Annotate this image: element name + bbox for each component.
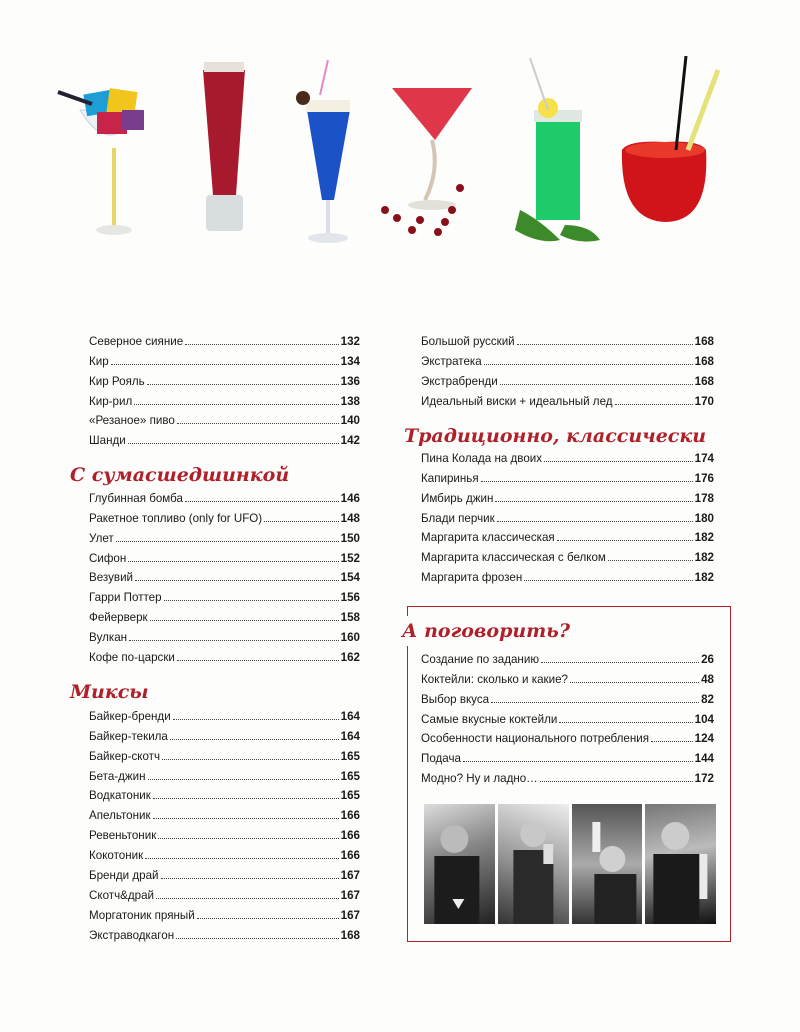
- entry-page: 160: [340, 631, 360, 645]
- entry-page: 176: [694, 471, 714, 485]
- entry-page: 168: [694, 334, 714, 348]
- entry-title: Везувий: [89, 571, 134, 585]
- entry-title: Шанди: [89, 434, 126, 448]
- dot-leader: [484, 364, 693, 365]
- dot-leader: [145, 858, 338, 859]
- dot-leader: [495, 501, 692, 502]
- toc-entry[interactable]: [421, 667, 714, 687]
- entry-page: 166: [340, 809, 360, 823]
- entry-page: 144: [694, 752, 714, 766]
- entry-title: Экстраводкагон: [89, 928, 175, 942]
- entry-title: Большой русский: [421, 334, 515, 348]
- entry-page: 148: [340, 511, 360, 525]
- dot-leader: [615, 404, 693, 405]
- entry-page: 48: [701, 672, 714, 686]
- toc-entry[interactable]: [89, 724, 360, 744]
- entry-title: Самые вкусные коктейли: [421, 712, 558, 726]
- toc-entry[interactable]: [421, 349, 714, 369]
- dot-leader: [162, 759, 339, 760]
- dot-leader: [517, 344, 693, 345]
- toc-entry[interactable]: [421, 647, 714, 667]
- dot-leader: [651, 741, 693, 742]
- toc-entry[interactable]: [421, 466, 714, 486]
- dot-leader: [559, 722, 692, 723]
- entry-title: Глубинная бомба: [89, 491, 183, 505]
- section-heading-classic: Традиционно, классически: [404, 425, 707, 447]
- entry-page: 168: [694, 374, 714, 388]
- toc-entry[interactable]: [89, 744, 360, 764]
- toc-entry[interactable]: [421, 766, 714, 786]
- dot-leader: [177, 660, 339, 661]
- entry-page: 165: [340, 789, 360, 803]
- bartender-photo: [572, 804, 643, 924]
- bartender-photo: [645, 804, 716, 924]
- dot-leader: [128, 561, 338, 562]
- section-heading-crazy: С сумасшедшинкой: [70, 464, 290, 486]
- toc-right-section2-list: [421, 647, 714, 786]
- dot-leader: [170, 739, 339, 740]
- entry-page: 167: [340, 869, 360, 883]
- dot-leader: [177, 423, 339, 424]
- toc-entry[interactable]: [421, 486, 714, 506]
- dot-leader: [544, 461, 693, 462]
- dot-leader: [500, 384, 693, 385]
- bartender-photo: [424, 804, 495, 924]
- entry-page: 182: [694, 571, 714, 585]
- toc-entry[interactable]: [89, 645, 360, 665]
- toc-right-section1-list: [421, 446, 714, 585]
- toc-left-column: [89, 329, 360, 448]
- toc-right-top-list: [421, 329, 714, 409]
- entry-page: 104: [694, 712, 714, 726]
- blue-layered-glass-image: [296, 60, 350, 243]
- bartender-photos: [424, 804, 716, 924]
- entry-page: 165: [340, 749, 360, 763]
- toc-entry[interactable]: [89, 903, 360, 923]
- entry-page: 170: [694, 394, 714, 408]
- toc-entry[interactable]: [421, 746, 714, 766]
- entry-title: Гарри Поттер: [89, 591, 162, 605]
- toc-entry[interactable]: [421, 545, 714, 565]
- toc-entry[interactable]: [421, 707, 714, 727]
- toc-left-section1-list: [89, 486, 360, 665]
- entry-title: Северное сияние: [89, 334, 184, 348]
- entry-page: 168: [694, 354, 714, 368]
- toc-entry[interactable]: [89, 369, 360, 389]
- dot-leader: [164, 600, 339, 601]
- toc-entry[interactable]: [89, 883, 360, 903]
- entry-title: Создание по заданию: [421, 652, 540, 666]
- toc-entry[interactable]: [421, 565, 714, 585]
- entry-page: 26: [701, 652, 714, 666]
- entry-page: 136: [340, 374, 360, 388]
- dot-leader: [135, 580, 339, 581]
- toc-entry[interactable]: [89, 704, 360, 724]
- entry-page: 132: [340, 334, 360, 348]
- dot-leader: [491, 702, 699, 703]
- dot-leader: [197, 918, 339, 919]
- toc-entry[interactable]: [89, 823, 360, 843]
- toc-entry[interactable]: [421, 329, 714, 349]
- entry-page: 166: [340, 829, 360, 843]
- entry-title: Сифон: [89, 551, 127, 565]
- entry-title: Ревеньтоник: [89, 829, 157, 843]
- toc-entry[interactable]: [89, 764, 360, 784]
- dot-leader: [134, 404, 338, 405]
- dot-leader: [116, 541, 339, 542]
- entry-title: Апельтоник: [89, 809, 151, 823]
- entry-title: Кир Рояль: [89, 374, 145, 388]
- entry-page: 152: [340, 551, 360, 565]
- entry-page: 138: [340, 394, 360, 408]
- toc-entry[interactable]: [89, 843, 360, 863]
- entry-page: 182: [694, 551, 714, 565]
- entry-page: 178: [694, 491, 714, 505]
- dot-leader: [557, 540, 693, 541]
- toc-entry[interactable]: [89, 784, 360, 804]
- section-heading-mixes: Миксы: [70, 681, 149, 703]
- entry-title: Кокотоник: [89, 849, 144, 863]
- entry-title: Блади перчик: [421, 511, 495, 525]
- entry-page: 150: [340, 531, 360, 545]
- entry-page: 156: [340, 591, 360, 605]
- entry-title: Коктейли: сколько и какие?: [421, 672, 568, 686]
- dot-leader: [147, 384, 339, 385]
- entry-page: 164: [340, 729, 360, 743]
- dot-leader: [153, 798, 339, 799]
- dot-leader: [158, 838, 338, 839]
- dot-leader: [264, 521, 338, 522]
- toc-entry[interactable]: [421, 446, 714, 466]
- entry-page: 124: [694, 732, 714, 746]
- dot-leader: [608, 560, 693, 561]
- entry-title: Кир: [89, 354, 109, 368]
- entry-page: 158: [340, 611, 360, 625]
- toc-entry[interactable]: [89, 803, 360, 823]
- entry-title: Скотч&драй: [89, 888, 154, 902]
- dot-leader: [463, 761, 693, 762]
- cocktail-photos-strip: [0, 0, 800, 270]
- bartender-photo: [498, 804, 569, 924]
- entry-title: Экстрабренди: [421, 374, 498, 388]
- entry-page: 166: [340, 849, 360, 863]
- entry-page: 82: [701, 692, 714, 706]
- entry-title: Байкер-бренди: [89, 709, 171, 723]
- entry-title: Байкер-скотч: [89, 749, 161, 763]
- entry-page: 167: [340, 908, 360, 922]
- toc-entry[interactable]: [89, 546, 360, 566]
- entry-title: Маргарита классическая: [421, 531, 555, 545]
- dot-leader: [185, 344, 339, 345]
- toc-entry[interactable]: [421, 526, 714, 546]
- section-heading-talk: А поговорить?: [400, 616, 576, 646]
- entry-title: Байкер-текила: [89, 729, 168, 743]
- dot-leader: [541, 662, 699, 663]
- entry-title: Фейерверк: [89, 611, 148, 625]
- entry-title: Выбор вкуса: [421, 692, 490, 706]
- entry-title: Бренди драй: [89, 869, 159, 883]
- entry-title: Экстратека: [421, 354, 482, 368]
- dot-leader: [150, 620, 339, 621]
- entry-title: Модно? Ну и ладно…: [421, 772, 538, 786]
- toc-entry[interactable]: [89, 409, 360, 429]
- jelly-cocktail-image: [58, 88, 144, 235]
- dot-leader: [524, 580, 692, 581]
- entry-title: Капиринья: [421, 471, 479, 485]
- bell-pepper-cocktail-image: [622, 56, 718, 222]
- dot-leader: [173, 719, 339, 720]
- toc-entry[interactable]: [89, 349, 360, 369]
- toc-entry[interactable]: [89, 506, 360, 526]
- dot-leader: [153, 818, 339, 819]
- entry-title: Подача: [421, 752, 461, 766]
- dot-leader: [176, 938, 339, 939]
- entry-title: Ракетное топливо (only for UFO): [89, 511, 263, 525]
- dot-leader: [481, 481, 693, 482]
- entry-title: Пина Колада на двоих: [421, 451, 543, 465]
- entry-page: 165: [340, 769, 360, 783]
- dot-leader: [129, 640, 339, 641]
- entry-page: 146: [340, 491, 360, 505]
- entry-title: Идеальный виски + идеальный лед: [421, 394, 613, 408]
- red-tall-glass-image: [203, 62, 245, 231]
- entry-page: 167: [340, 888, 360, 902]
- dot-leader: [128, 443, 339, 444]
- dot-leader: [148, 779, 339, 780]
- entry-page: 180: [694, 511, 714, 525]
- entry-page: 172: [694, 772, 714, 786]
- toc-entry[interactable]: [421, 506, 714, 526]
- entry-title: Моргатоник пряный: [89, 908, 195, 922]
- red-martini-image: [381, 88, 472, 236]
- dot-leader: [156, 898, 339, 899]
- entry-page: 140: [340, 414, 360, 428]
- toc-entry[interactable]: [421, 727, 714, 747]
- entry-page: 154: [340, 571, 360, 585]
- toc-entry[interactable]: [89, 923, 360, 943]
- toc-entry[interactable]: [89, 863, 360, 883]
- toc-left-top-list: [89, 329, 360, 448]
- entry-title: «Резаное» пиво: [89, 414, 175, 428]
- dot-leader: [111, 364, 339, 365]
- toc-entry[interactable]: [421, 687, 714, 707]
- entry-title: Особенности национального потребления: [421, 732, 650, 746]
- dot-leader: [185, 501, 339, 502]
- toc-entry[interactable]: [89, 585, 360, 605]
- dot-leader: [497, 521, 693, 522]
- toc-entry[interactable]: [89, 329, 360, 349]
- entry-page: 164: [340, 709, 360, 723]
- entry-title: Вулкан: [89, 631, 128, 645]
- dot-leader: [161, 878, 339, 879]
- toc-entry[interactable]: [89, 605, 360, 625]
- toc-entry[interactable]: [89, 486, 360, 506]
- entry-page: 142: [340, 434, 360, 448]
- toc-entry[interactable]: [89, 625, 360, 645]
- toc-entry[interactable]: [89, 526, 360, 546]
- entry-title: Кир-рил: [89, 394, 133, 408]
- toc-entry[interactable]: [89, 566, 360, 586]
- toc-entry[interactable]: [89, 389, 360, 409]
- entry-page: 174: [694, 451, 714, 465]
- entry-title: Улет: [89, 531, 114, 545]
- entry-title: Бета-джин: [89, 769, 146, 783]
- entry-page: 162: [340, 651, 360, 665]
- toc-left-section2-list: [89, 704, 360, 943]
- entry-page: 182: [694, 531, 714, 545]
- dot-leader: [570, 682, 699, 683]
- entry-title: Имбирь джин: [421, 491, 494, 505]
- green-highball-image: [515, 58, 600, 242]
- entry-page: 134: [340, 354, 360, 368]
- entry-title: Кофе по-царски: [89, 651, 175, 665]
- dot-leader: [540, 781, 693, 782]
- entry-title: Маргарита классическая с белком: [421, 551, 606, 565]
- entry-title: Водкатоник: [89, 789, 151, 803]
- toc-entry[interactable]: [421, 389, 714, 409]
- entry-title: Маргарита фрозен: [421, 571, 523, 585]
- toc-entry[interactable]: [89, 428, 360, 448]
- entry-page: 168: [340, 928, 360, 942]
- toc-entry[interactable]: [421, 369, 714, 389]
